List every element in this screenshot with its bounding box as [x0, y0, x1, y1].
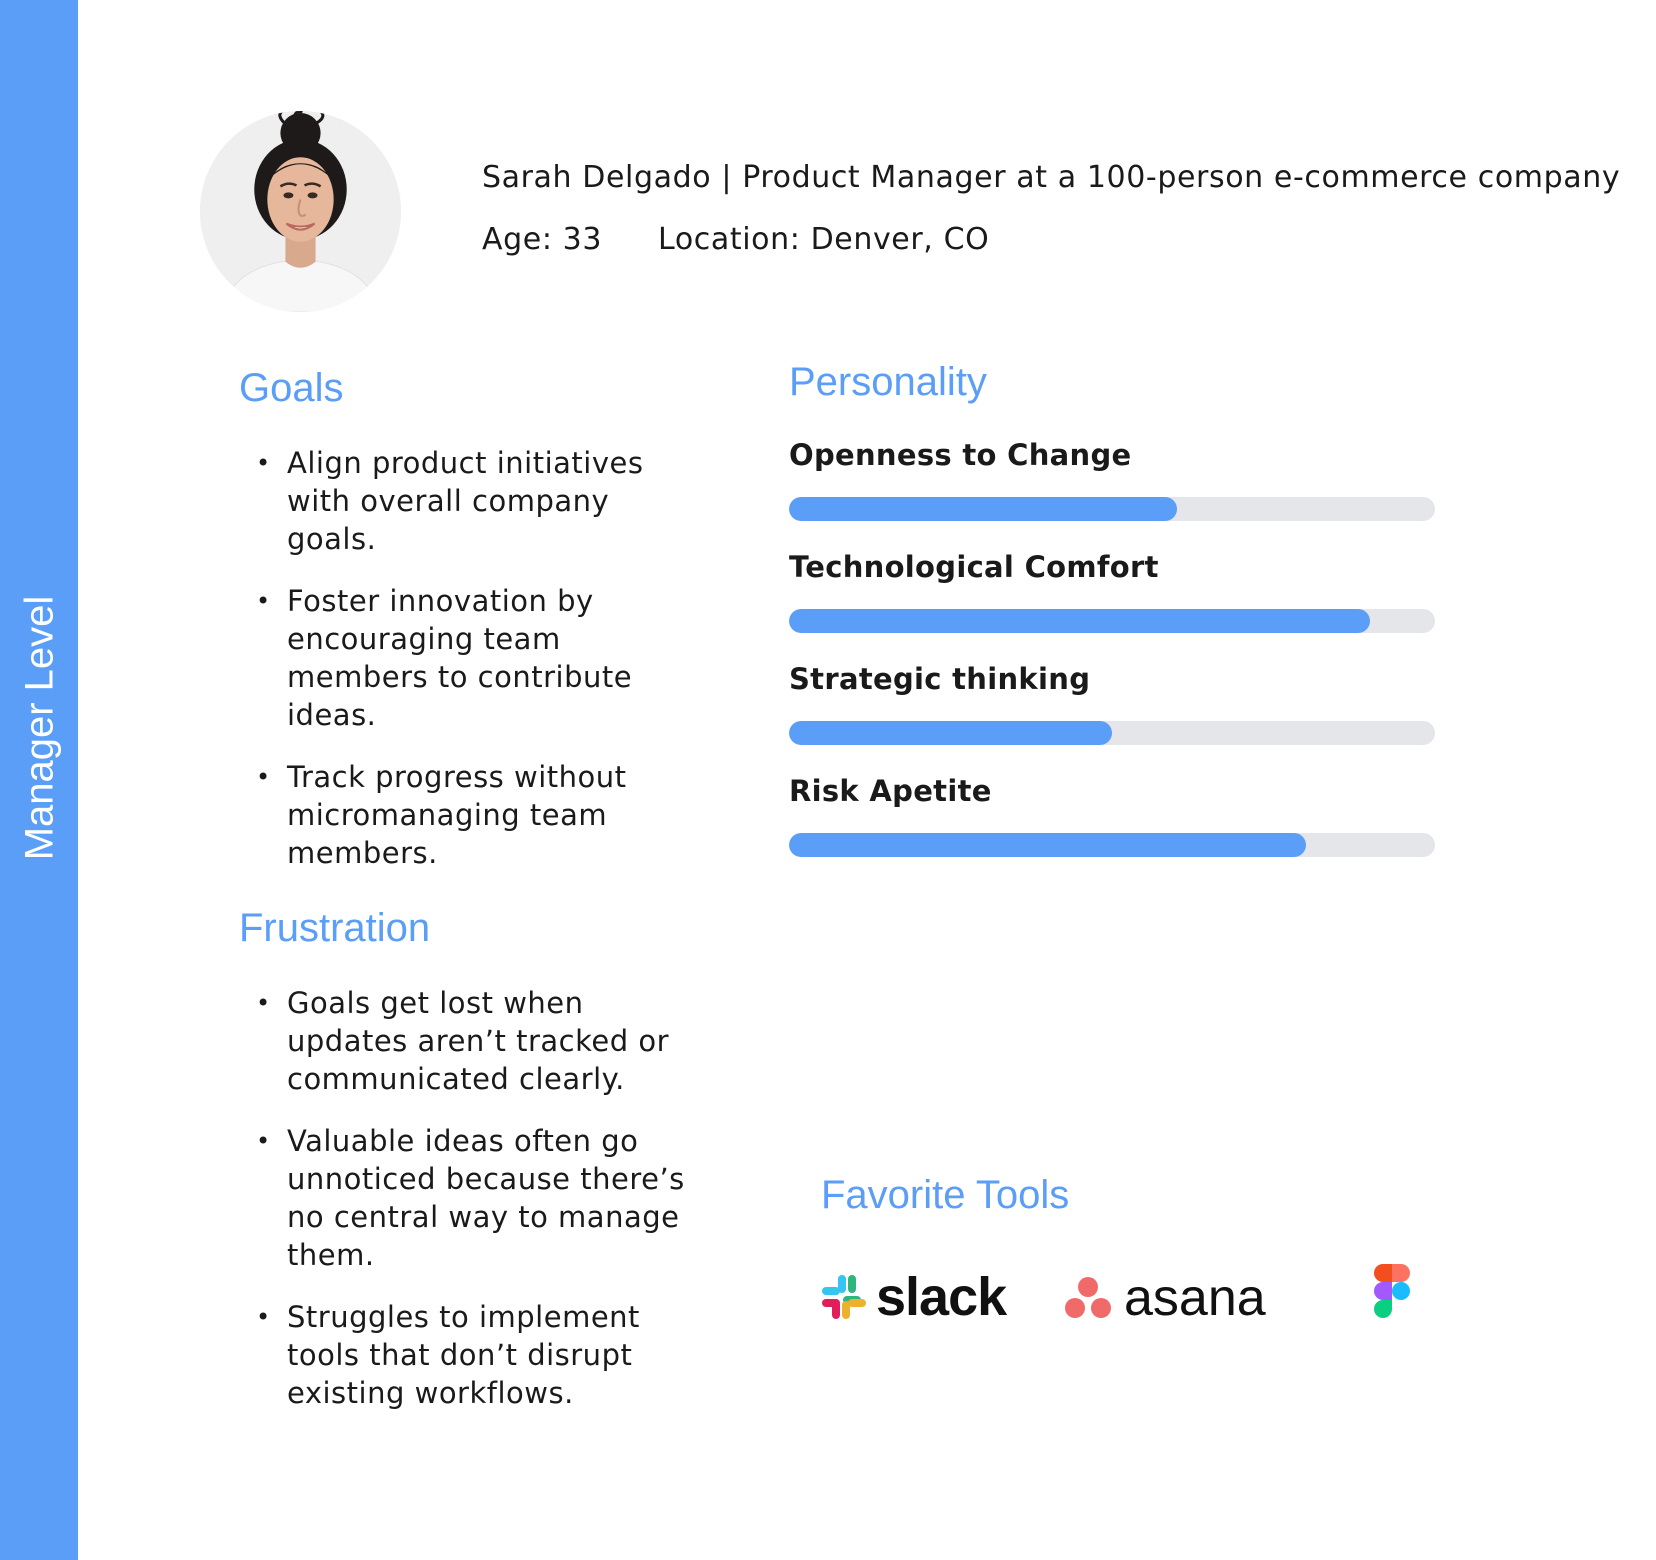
tool-asana	[1064, 1268, 1266, 1328]
trait-bar-fill	[789, 609, 1370, 633]
persona-meta	[482, 222, 989, 257]
trait-bar-track	[789, 497, 1435, 521]
trait-bar-fill	[789, 833, 1306, 857]
personality-title: Personality	[789, 360, 987, 404]
trait-bar-fill	[789, 497, 1177, 521]
tool-slack	[820, 1266, 1006, 1328]
frustration-item: • Goals get lost when updates aren’t tracked or communicated clearly.	[256, 984, 686, 1098]
persona-level-label: Manager Level	[17, 595, 62, 861]
favorite-tools-title: Favorite Tools	[821, 1173, 1070, 1217]
avatar	[200, 111, 401, 312]
frustration-item: • Valuable ideas often go unnoticed because there’s no central way to manage them.	[256, 1122, 686, 1274]
persona-name-line: Sarah Delgado | Product Manager at a 100-person e-commerce company	[482, 160, 1621, 195]
person-photo-icon	[200, 111, 401, 312]
tool-figma	[1374, 1264, 1410, 1318]
tool-name: asana	[1124, 1269, 1266, 1327]
goals-title: Goals	[239, 366, 344, 410]
goal-item: • Foster innovation by encouraging team members to contribute ideas.	[256, 582, 686, 734]
trait-label: Openness to Change	[789, 438, 1132, 472]
frustration-item: • Struggles to implement tools that don’t disrupt existing workflows.	[256, 1298, 686, 1412]
trait-bar-track	[789, 609, 1435, 633]
goals-list	[256, 444, 686, 896]
trait-bar-fill	[789, 721, 1112, 745]
goal-item: • Track progress without micromanaging team members.	[256, 758, 686, 872]
goal-item: • Align product initiatives with overall company goals.	[256, 444, 686, 558]
trait-label: Strategic thinking	[789, 662, 1091, 696]
sidebar-band	[0, 0, 78, 1560]
trait-bar-track	[789, 833, 1435, 857]
frustration-title: Frustration	[239, 906, 431, 950]
slack-logo-icon	[820, 1273, 868, 1321]
frustration-list	[256, 984, 686, 1436]
trait-label: Technological Comfort	[789, 550, 1159, 584]
trait-bar-track	[789, 721, 1435, 745]
persona-location: Location: Denver, CO	[658, 222, 990, 257]
figma-logo-icon	[1374, 1264, 1410, 1318]
trait-label: Risk Apetite	[789, 774, 992, 808]
tool-name: slack	[876, 1267, 1007, 1327]
persona-age: Age: 33	[482, 222, 603, 257]
asana-logo-icon	[1064, 1276, 1112, 1320]
